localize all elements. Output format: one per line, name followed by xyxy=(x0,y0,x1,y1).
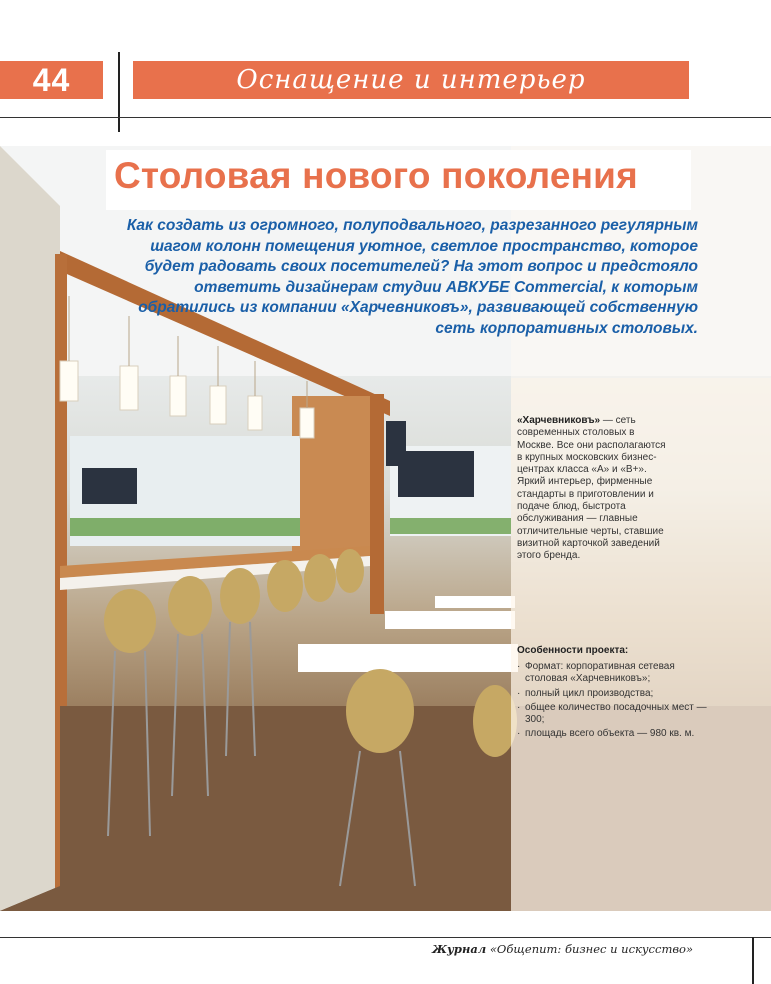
section-banner xyxy=(133,61,689,99)
article-headline: Столовая нового поколения xyxy=(114,155,638,196)
header-rule xyxy=(0,117,771,118)
footer-rule xyxy=(0,937,771,938)
brand-description-text: — сеть современных столовых в Москве. Все они располагаются в крупных московских бизнес-центрах класса «А» и «В+». Яркий интерьер, фирменные стандарты в приготовлении и подаче блюд, быстрота обслуживания — главные отличительные черты, ставшие визитной карточкой заведений этого бренда. xyxy=(517,415,666,562)
page-number-box xyxy=(0,61,103,99)
header-divider xyxy=(118,52,120,132)
features-list xyxy=(517,661,717,743)
journal-label: Журнал xyxy=(431,942,487,956)
feature-text: Формат: корпоративная сетевая столовая «Харчевниковъ»; xyxy=(525,661,675,685)
feature-item: · Формат: корпоративная сетевая столовая «Харчевниковъ»; xyxy=(517,661,675,685)
features-title: Особенности проекта: xyxy=(517,645,629,656)
feature-text: общее количество посадочных мест — 300; xyxy=(525,701,707,726)
feature-item: · полный цикл производства; xyxy=(517,687,654,699)
feature-text: полный цикл производства; xyxy=(525,687,654,699)
journal-name: «Общепит: бизнес и искусство» xyxy=(486,942,693,956)
footer-divider xyxy=(752,937,754,984)
article-lead: Как создать из огромного, полуподвального, разрезанного регулярным шагом колонн помещения уютное, светлое пространство, которое будет радовать своих посетителей? На этот вопрос и предстояло ответить дизайнерам студии АВКУБЕ Commercial, к которым обратились из компании «Харчевниковъ», развивающей собственную сеть корпоративных столовых. xyxy=(126,217,698,337)
feature-item: · площадь всего объекта — 980 кв. м. xyxy=(517,728,695,740)
section-title: Оснащение и интерьер xyxy=(236,65,586,95)
journal-credit xyxy=(432,942,693,956)
feature-item: · общее количество посадочных мест — 300; xyxy=(517,701,707,726)
page-number: 44 xyxy=(32,61,71,98)
feature-text: площадь всего объекта — 980 кв. м. xyxy=(525,728,695,740)
brand-name: «Харчевниковъ» xyxy=(517,415,601,426)
brand-description xyxy=(517,415,667,563)
